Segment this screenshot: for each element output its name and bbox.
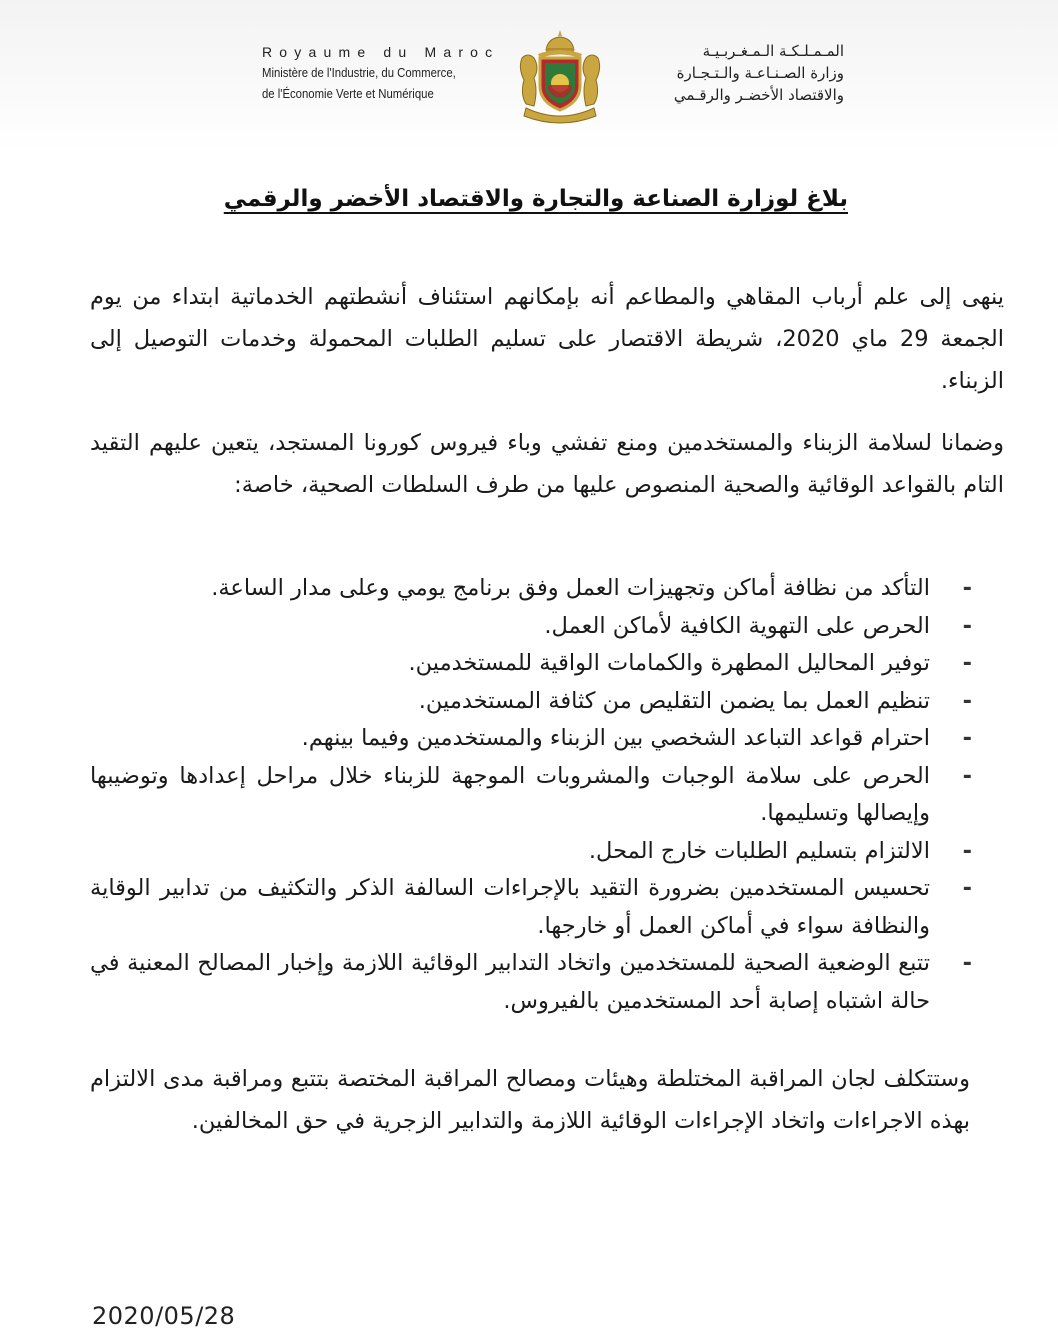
list-item-text: تتبع الوضعية الصحية للمستخدمين واتخاد التدابير الوقائية اللازمة وإخبار المصالح المعنية في حالة اشتباه إصابة أحد المستخدمين بالفيروس. [90,950,930,1014]
document-title: بلاغ لوزارة الصناعة والتجارة والاقتصاد الأخضر والرقمي [223,186,848,212]
list-item-text: تنظيم العمل بما يضمن التقليص من كثافة المستخدمين. [418,687,930,714]
list-item [90,870,980,945]
bullet-dash: - [962,837,972,864]
ministry-name-fr-line2: de l'Économie Verte et Numérique [262,86,434,101]
ministry-name-ar-line2: والاقتصاد الأخضـر والرقـمي [673,86,844,104]
bullet-dash: - [962,725,972,751]
list-item-text: التأكد من نظافة أماكن وتجهيزات العمل وفق برنامج يومي وعلى مدار الساعة. [211,575,930,601]
bullet-dash: - [962,650,972,676]
list-item [90,720,980,758]
letterhead-arabic [612,40,844,106]
list-item [90,758,980,833]
document-date: 2020/05/28 [92,1302,236,1330]
list-item-text: تحسيس المستخدمين بضرورة التقيد بالإجراءات السالفة الذكر والتكثيف من تدابير الوقاية والنظافة سواء في أماكن العمل أو خارجها. [90,875,930,939]
safety-paragraph: وضمانا لسلامة الزبناء والمستخدمين ومنع تفشي وباء فيروس كورونا المستجد، يتعين عليهم التقيد التام بالقواعد الوقائية والصحية المنصوص عليها من طرف السلطات الصحية، خاصة: [90,430,1004,498]
list-item [90,570,980,608]
letterhead-french [262,42,507,104]
list-item [90,608,980,646]
bullet-dash: - [962,762,972,789]
measures-list [90,570,980,1020]
bullet-dash: - [962,612,972,639]
bullet-dash: - [962,950,972,976]
list-item [90,645,980,683]
ministry-name-ar-line1: وزارة الصـنـاعـة والـتـجـارة [676,64,844,82]
intro-paragraph: ينهى إلى علم أرباب المقاهي والمطاعم أنه بإمكانهم استئناف أنشطتهم الخدماتية ابتداء من يوم الجمعة 29 ماي 2020، شريطة الاقتصار على تسليم الطلبات المحمولة وخدمات التوصيل إلى الزبناء. [90,284,1004,394]
list-item-text: الحرص على التهوية الكافية لأماكن العمل. [544,612,930,639]
ministry-name-fr-line1: Ministère de l'Industrie, du Commerce, [262,65,456,80]
list-item [90,945,980,1020]
list-item-text: توفير المحاليل المطهرة والكمامات الواقية للمستخدمين. [408,650,930,676]
list-item [90,833,980,871]
coat-of-arms-icon [516,28,604,126]
list-item-text: احترام قواعد التباعد الشخصي بين الزبناء والمستخدمين وفيما بينهم. [301,725,930,751]
list-item-text: الحرص على سلامة الوجبات والمشروبات الموجهة للزبناء خلال مراحل إعدادها وتوضيبها وإيصالها وتسليمها. [90,762,930,826]
closing-paragraph: وستتكلف لجان المراقبة المختلطة وهيئات ومصالح المراقبة المختصة بتتبع ومراقبة مدى الالتزام بهذه الاجراءات واتخاد الإجراءات الوقائية اللازمة والتدابير الزجرية في حق المخالفين. [90,1066,970,1134]
bullet-dash: - [962,687,972,714]
bullet-dash: - [962,875,972,901]
list-item [90,683,980,721]
bullet-dash: - [962,575,972,601]
kingdom-name-ar: المـمـلـكـة الـمـغـربـيـة [702,42,844,60]
list-item-text: الالتزام بتسليم الطلبات خارج المحل. [588,837,930,864]
kingdom-name-fr: Royaume du Maroc [262,44,500,60]
